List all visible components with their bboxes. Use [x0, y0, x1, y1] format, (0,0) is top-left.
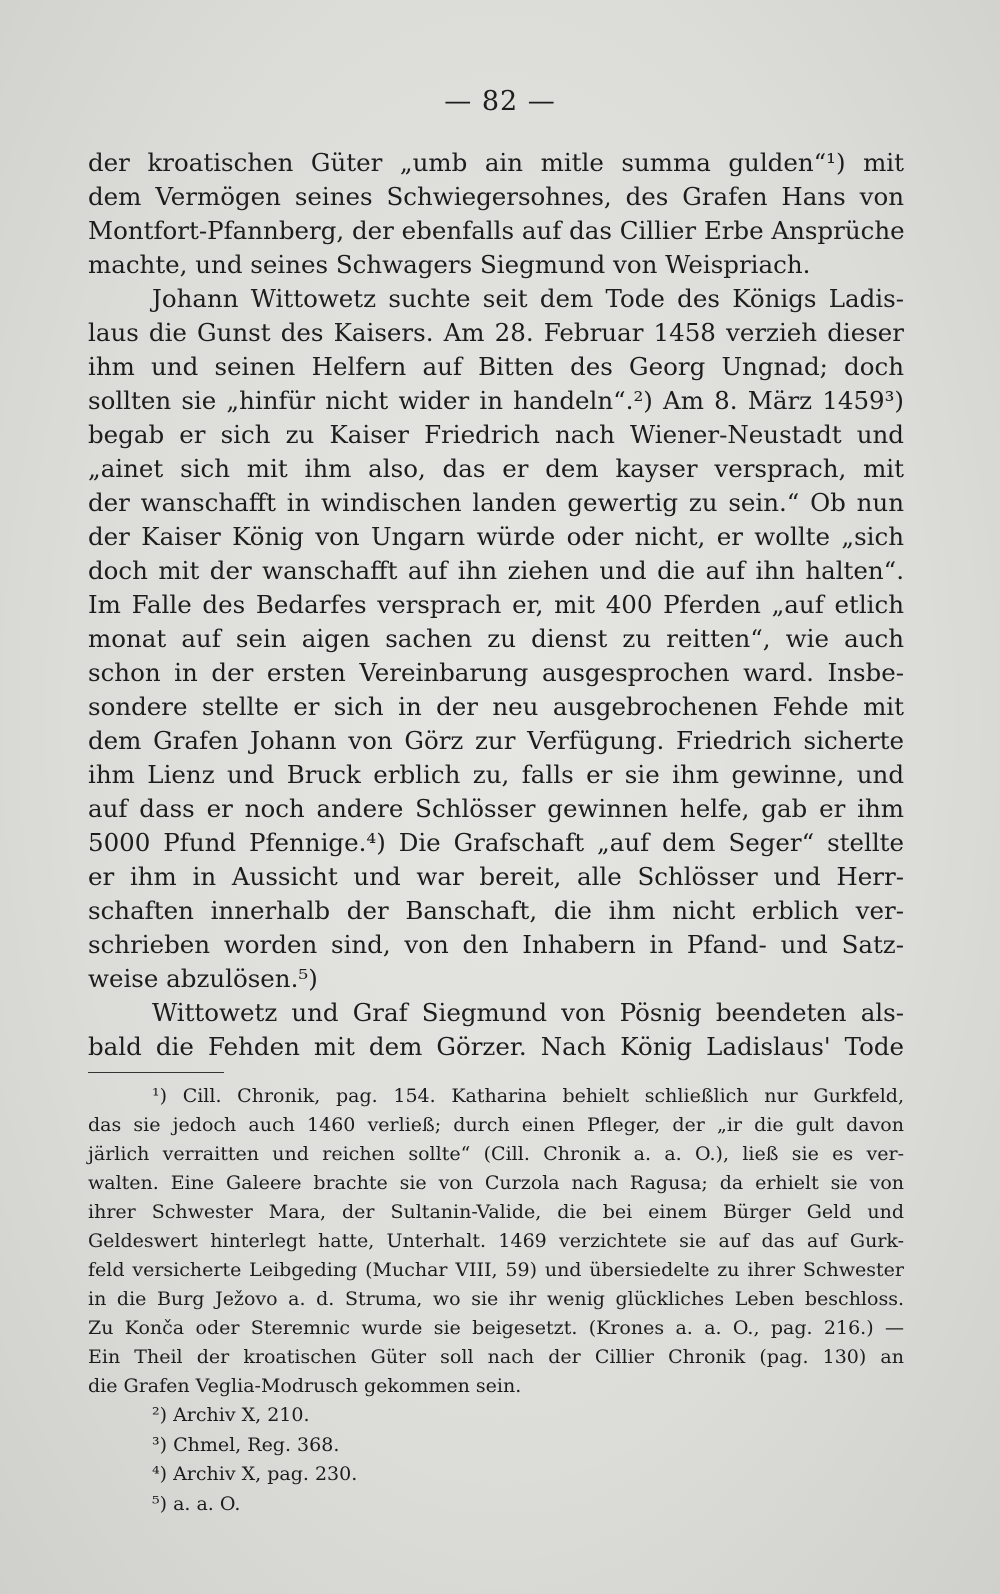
footnote-line: feld versicherte Leibgeding (Muchar VIII, 59) und übersiedelte zu ihrer Schwester	[88, 1259, 904, 1281]
footnote-line: Geldeswert hinterlegt hatte, Unterhalt. 1469 verzichtete sie auf das auf Gurk-	[88, 1230, 904, 1252]
footnote-line: walten. Eine Galeere brachte sie von Curzola nach Ragusa; da erhielt sie von	[88, 1172, 904, 1194]
footnote-line: järlich verraitten und reichen sollte“ (Cill. Chronik a. a. O.), ließ sie es ver-	[88, 1143, 904, 1165]
text-line: monat auf sein aigen sachen zu dienst zu reitten“, wie auch	[88, 624, 904, 653]
text-line: schaften innerhalb der Banschaft, die ihm nicht erblich ver-	[88, 896, 904, 925]
footnote-5: ⁵) a. a. O.	[152, 1492, 241, 1515]
page-number: — 82 —	[444, 86, 556, 117]
text-line: „ainet sich mit ihm also, das er dem kayser versprach, mit	[88, 454, 904, 483]
text-line: Wittowetz und Graf Siegmund von Pösnig beendeten als-	[152, 998, 904, 1027]
footnote-line: Ein Theil der kroatischen Güter soll nach der Cillier Chronik (pag. 130) an	[88, 1346, 904, 1368]
text-line: ihm und seinen Helfern auf Bitten des Georg Ungnad; doch	[88, 352, 904, 381]
text-line: der kroatischen Güter „umb ain mitle summa gulden“¹) mit	[88, 148, 904, 177]
text-line: Johann Wittowetz suchte seit dem Tode des Königs Ladis-	[152, 284, 904, 313]
footnote-4: ⁴) Archiv X, pag. 230.	[152, 1463, 358, 1485]
text-line: Montfort-Pfannberg, der ebenfalls auf das Cillier Erbe Ansprüche	[88, 216, 905, 245]
footnote-line: in die Burg Ježovo a. d. Struma, wo sie ihr wenig glückliches Leben beschloss.	[88, 1288, 904, 1310]
text-line: machte, und seines Schwagers Siegmund von Weispriach.	[88, 250, 811, 279]
footnote-line: ihrer Schwester Mara, der Sultanin-Valide, die bei einem Bürger Geld und	[88, 1201, 904, 1223]
text-line: dem Vermögen seines Schwiegersohnes, des Grafen Hans von	[88, 182, 904, 211]
text-line: sondere stellte er sich in der neu ausgebrochenen Fehde mit	[88, 692, 904, 721]
footnote-rule	[88, 1072, 224, 1073]
text-line: dem Grafen Johann von Görz zur Verfügung. Friedrich sicherte	[88, 726, 904, 755]
main-text	[88, 146, 904, 1064]
footnotes	[88, 1082, 904, 1519]
text-line: sollten sie „hinfür nicht wider in handeln“.²) Am 8. März 1459³)	[88, 386, 904, 415]
text-line: er ihm in Aussicht und war bereit, alle Schlösser und Herr-	[88, 862, 904, 891]
text-line: bald die Fehden mit dem Görzer. Nach König Ladislaus' Tode	[88, 1032, 904, 1061]
text-line: schon in der ersten Vereinbarung ausgesprochen ward. Insbe-	[88, 658, 904, 687]
text-line: der wanschafft in windischen landen gewertig zu sein.“ Ob nun	[88, 488, 904, 517]
text-line: Im Falle des Bedarfes versprach er, mit 400 Pferden „auf etlich	[88, 590, 904, 619]
footnote-line: das sie jedoch auch 1460 verließ; durch einen Pfleger, der „ir die gult davon	[88, 1114, 904, 1136]
footnote-line: die Grafen Veglia-Modrusch gekommen sein.	[88, 1375, 522, 1397]
text-line: begab er sich zu Kaiser Friedrich nach Wiener-Neustadt und	[88, 420, 904, 449]
footnote-2: ²) Archiv X, 210.	[152, 1404, 310, 1426]
footnote-line: Zu Konča oder Steremnic wurde sie beigesetzt. (Krones a. a. O., pag. 216.) —	[88, 1317, 904, 1339]
text-line: doch mit der wanschafft auf ihn ziehen und die auf ihn halten“.	[88, 556, 904, 585]
footnote-line: ¹) Cill. Chronik, pag. 154. Katharina behielt schließlich nur Gurkfeld,	[152, 1085, 904, 1107]
text-line: weise abzulösen.⁵)	[88, 964, 318, 993]
text-line: schrieben worden sind, von den Inhabern in Pfand- und Satz-	[88, 930, 904, 959]
text-line: der Kaiser König von Ungarn würde oder nicht, er wollte „sich	[88, 522, 904, 551]
text-line: 5000 Pfund Pfennige.⁴) Die Grafschaft „auf dem Seger“ stellte	[88, 828, 904, 857]
text-line: laus die Gunst des Kaisers. Am 28. Februar 1458 verzieh dieser	[88, 318, 904, 347]
text-line: auf dass er noch andere Schlösser gewinnen helfe, gab er ihm	[88, 794, 904, 823]
text-line: ihm Lienz und Bruck erblich zu, falls er sie ihm gewinne, und	[88, 760, 904, 789]
footnote-3: ³) Chmel, Reg. 368.	[152, 1433, 340, 1456]
